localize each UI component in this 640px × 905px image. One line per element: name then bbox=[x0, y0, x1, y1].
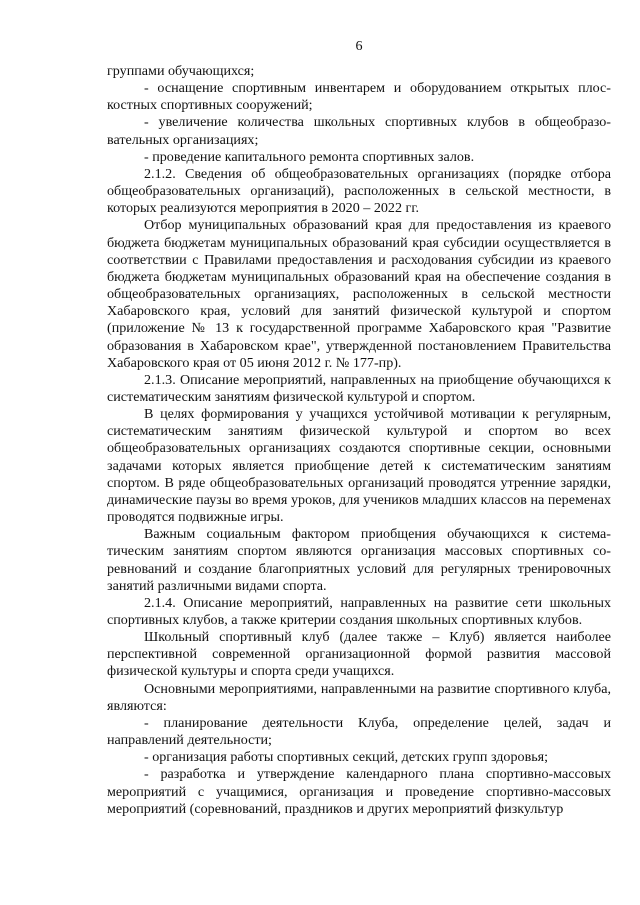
section-2-1-3-heading: 2.1.3. Описание мероприятий, направленных на приобщение обучающихся к систематическим занятиям физической культурой и спортом. bbox=[107, 371, 611, 405]
paragraph-social-factor: Важным социальным фактором приобщения обучающихся к систематическим занятиям спортом являются организация массовых спортивных соревнований и создание благоприятных условий для регулярных тренировочных занятий различными видами спорта. bbox=[107, 526, 611, 594]
list-item-school-clubs: - увеличение количества школьных спортивных клубов в общеобразовательных организациях; bbox=[107, 114, 611, 148]
paragraph-school-club: Школьный спортивный клуб (далее также – Клуб) является наиболее перспективной современной организационной формой развития массовой физической культуры и спорта среди учащихся. bbox=[107, 629, 611, 680]
list-item-sections: - организация работы спортивных секций, детских групп здоровья; bbox=[144, 749, 549, 766]
paragraph-main-measures: Основными мероприятиями, направленными на развитие спортивного клуба, являются: bbox=[107, 680, 611, 714]
paragraph-continuation: группами обучающихся; bbox=[107, 63, 255, 79]
list-item-calendar-plan: - разработка и утверждение календарного плана спортивно-массовых мероприятий с учащимися, организация и проведение спортивно-массовых мероприятий (соревнований, праздников и других мероприятий физкультур bbox=[107, 766, 611, 817]
section-2-1-2-heading: 2.1.2. Сведения об общеобразовательных организациях (порядке отбора общеобразовательных организаций), расположенных в сельской местности, в которых реализуются мероприятия в 2020 – 2022 гг. bbox=[107, 165, 611, 217]
list-item-equipment: - оснащение спортивным инвентарем и оборудованием открытых плоскостных спортивных сооружений; bbox=[107, 80, 611, 114]
document-body bbox=[107, 63, 611, 818]
paragraph-motivation: В целях формирования у учащихся устойчивой мотивации к регулярным, систематическим занятиям физической культурой и спортом во всех общеобразовательных организациях создаются спортивные секции, основными задачами которых является приобщение детей к систематическим занятиям спортом. В ряде общеобразовательных организаций проводятся утренние зарядки, динамические паузы во время уроков, для учеников младших классов на переменах проводятся подвижные игры. bbox=[107, 406, 611, 526]
list-item-gym-repair: - проведение капитального ремонта спортивных залов. bbox=[144, 148, 475, 165]
section-2-1-4-heading: 2.1.4. Описание мероприятий, направленных на развитие сети школьных спортивных клубов, а также критерии создания школьных спортивных клубов. bbox=[107, 594, 611, 628]
paragraph-selection-rules: Отбор муниципальных образований края для предоставления из краевого бюджета бюджетам муниципальных образований края субсидии осуществляется в соответствии с Правилами предоставления и расходования субсидии из краевого бюджета бюджетам муниципальных образований края на обеспечение создания в общеобразовательных организациях, расположенных в сельской местности Хабаровского края, условий для занятий физической культурой и спортом (приложение № 13 к государственной программе Хабаровского края "Развитие образования в Хабаровском крае", утвержденной постановлением Правительства Хабаровского края от 05 июня 2012 г. № 177-пр). bbox=[107, 217, 611, 371]
list-item-planning: - планирование деятельности Клуба, определение целей, задач и направлений деятельности; bbox=[107, 714, 611, 749]
page-number: 6 bbox=[355, 38, 363, 54]
